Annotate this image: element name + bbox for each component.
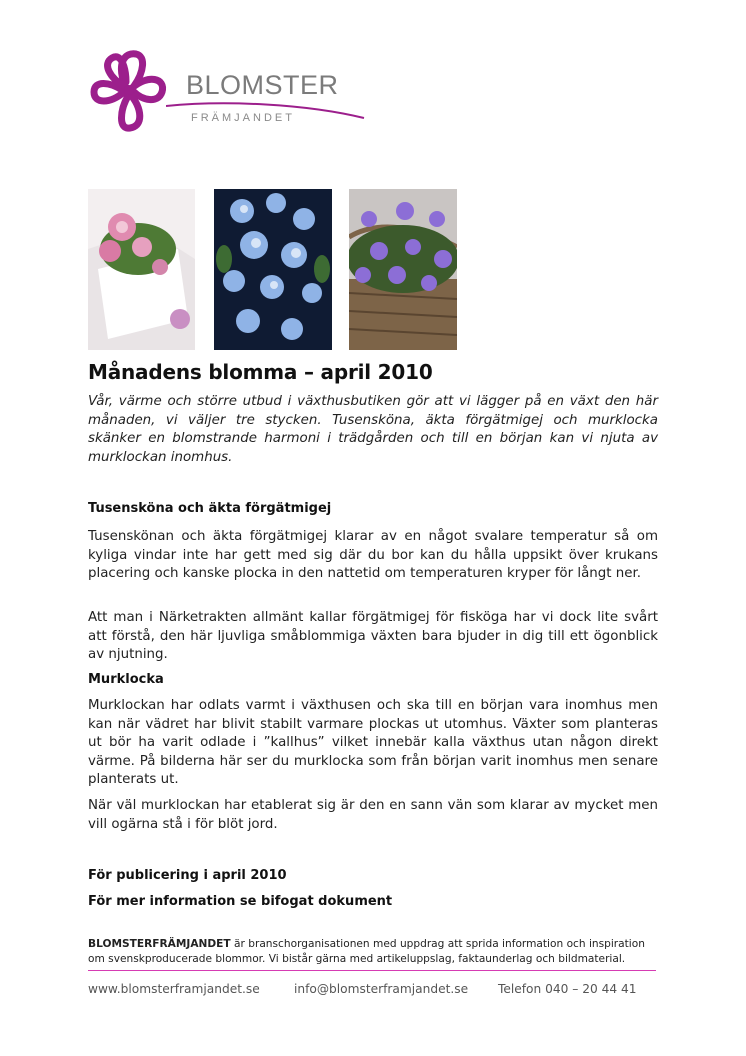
photo-tusenskona — [88, 189, 195, 350]
footer-divider — [88, 970, 656, 971]
footer-org-name: BLOMSTERFRÄMJANDET — [88, 938, 231, 950]
section1-paragraph-2: Att man i Närketrakten allmänt kallar förgätmigej för fisköga har vi dock lite svårt att förstå, den här ljuvliga småblommiga växten bara bjuder in dig till ett ögonblick av njutning. — [88, 610, 658, 663]
section-heading-tusenskona: Tusensköna och äkta förgätmigej — [88, 501, 332, 516]
logo-subtitle: FRÄMJANDET — [191, 112, 295, 124]
section1-paragraph-1: Tusenskönan och äkta förgätmigej klarar av en något svalare temperatur så om kyliga vindar inte har gett med sig där du bor kan du hålla uppsikt över krukans placering och kanske plocka in den nattetid om temperaturen kryper för långt ner. — [88, 529, 658, 582]
photo-forgatmigej — [214, 189, 332, 350]
photo-murklocka — [349, 189, 457, 350]
section2-paragraph-1: Murklockan har odlats varmt i växthusen och ska till en början vara inomhus men kan när vädret har blivit stabilt varmare plockas ut utomhus. Växter som planteras ut bör ha varit odlade i ”kallhus” vilket innebär kalla växthus utan någon direkt värme. På bilderna här ser du murklocka som från början varit inomhus men senare planterats ut. — [88, 698, 658, 788]
logo-wordmark: BLOMSTER — [186, 70, 339, 100]
email-link[interactable]: info@blomsterframjandet.se — [294, 982, 469, 996]
section2-paragraph-2: När väl murklockan har etablerat sig är den en sann vän som klarar av mycket men vill ogärna stå i för blöt jord. — [88, 798, 658, 832]
flower-logo-icon — [86, 44, 172, 140]
footer-description — [88, 937, 658, 967]
lead-paragraph: Vår, värme och större utbud i växthusbutiken gör att vi lägger på en växt den här månaden, vi väljer tre stycken. Tusensköna, äkta förgätmigej och murklocka skänker en blomstrande harmoni i trädgården och till en början kan vi njuta av murklockan inomhus. — [88, 394, 658, 465]
phone-number: Telefon 040 – 20 44 41 — [498, 982, 637, 996]
logo — [86, 44, 366, 144]
publish-note: För publicering i april 2010 — [88, 868, 287, 883]
more-info-note: För mer information se bifogat dokument — [88, 894, 393, 909]
section-heading-murklocka: Murklocka — [88, 672, 164, 687]
website-link[interactable]: www.blomsterframjandet.se — [88, 982, 260, 996]
page-title: Månadens blomma – april 2010 — [88, 360, 433, 384]
footer-org-text: är branschorganisationen med uppdrag att sprida information och inspiration om svenskproducerade blommor. Vi bistår gärna med artikeluppslag, faktaunderlag och bildmaterial. — [88, 938, 645, 965]
